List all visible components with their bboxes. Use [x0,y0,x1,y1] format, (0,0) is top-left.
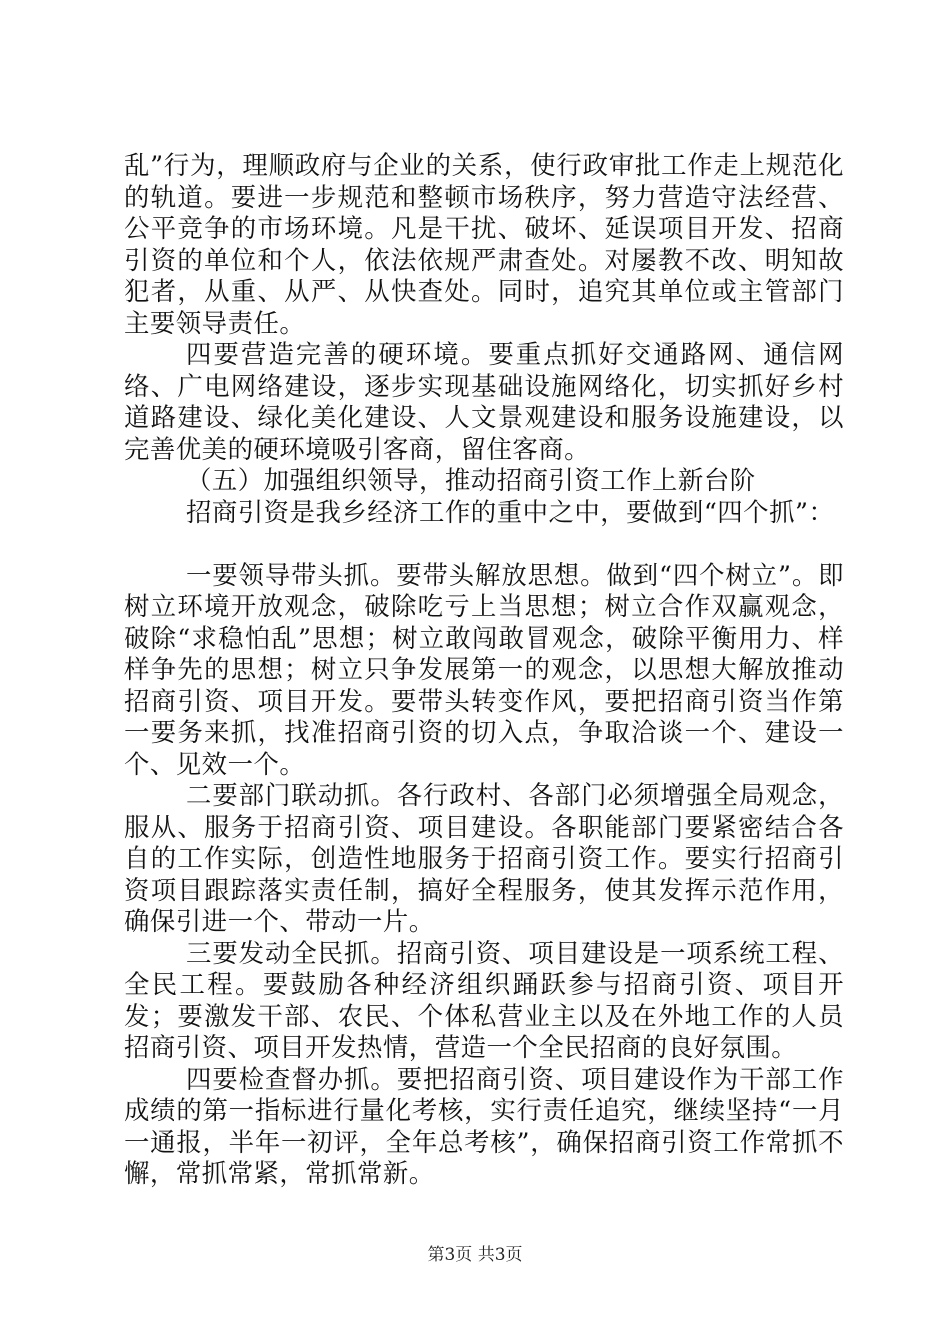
paragraph-department-linkage: 二要部门联动抓。各行政村、各部门必须增强全局观念，服从、服务于招商引资、项目建设。各职能部门要紧密结合各自的工作实际，创造性地服务于招商引资工作。要实行招商引资项目跟踪落实责任制，搞好全程服务，使其发挥示范作用，确保引进一个、带动一片。 [124,780,844,936]
document-body [124,150,844,1190]
paragraph-continuation: 乱”行为，理顺政府与企业的关系，使行政审批工作走上规范化的轨道。要进一步规范和整顿市场秩序，努力营造守法经营、公平竞争的市场环境。凡是干扰、破坏、延误项目开发、招商引资的单位和个人，依法依规严肃查处。对屡教不改、明知故犯者，从重、从严、从快查处。同时，追究其单位或主管部门主要领导责任。 [124,150,844,338]
paragraph-inspection-supervision: 四要检查督办抓。要把招商引资、项目建设作为干部工作成绩的第一指标进行量化考核，实行责任追究，继续坚持“一月一通报，半年一初评，全年总考核”，确保招商引资工作常抓不懈，常抓常紧，常抓常新。 [124,1063,844,1188]
section-heading-five: （五）加强组织领导，推动招商引资工作上新台阶 [186,465,756,495]
paragraph-four-grasps-intro: 招商引资是我乡经济工作的重中之中，要做到“四个抓”： [186,496,835,527]
paragraph-hard-environment: 四要营造完善的硬环境。要重点抓好交通路网、通信网络、广电网络建设，逐步实现基础设施网络化，切实抓好乡村道路建设、绿化美化建设、人文景观建设和服务设施建设，以完善优美的硬环境吸引客商，留住客商。 [124,339,844,464]
paragraph-leadership: 一要领导带头抓。要带头解放思想。做到“四个树立”。即树立环境开放观念，破除吃亏上当思想；树立合作双赢观念，破除“求稳怕乱”思想；树立敢闯敢冒观念，破除平衡用力、样样争先的思想；树立只争发展第一的观念，以思想大解放推动招商引资、项目开发。要带头转变作风，要把招商引资当作第一要务来抓，找准招商引资的切入点，争取洽谈一个、建设一个、见效一个。 [124,559,844,779]
paragraph-mobilize-public: 三要发动全民抓。招商引资、项目建设是一项系统工程、全民工程。要鼓励各种经济组织踊跃参与招商引资、项目开发；要激发干部、农民、个体私营业主以及在外地工作的人员招商引资、项目开发热情，营造一个全民招商的良好氛围。 [124,937,844,1062]
page-number-footer: 第3页 共3页 [427,1245,523,1265]
